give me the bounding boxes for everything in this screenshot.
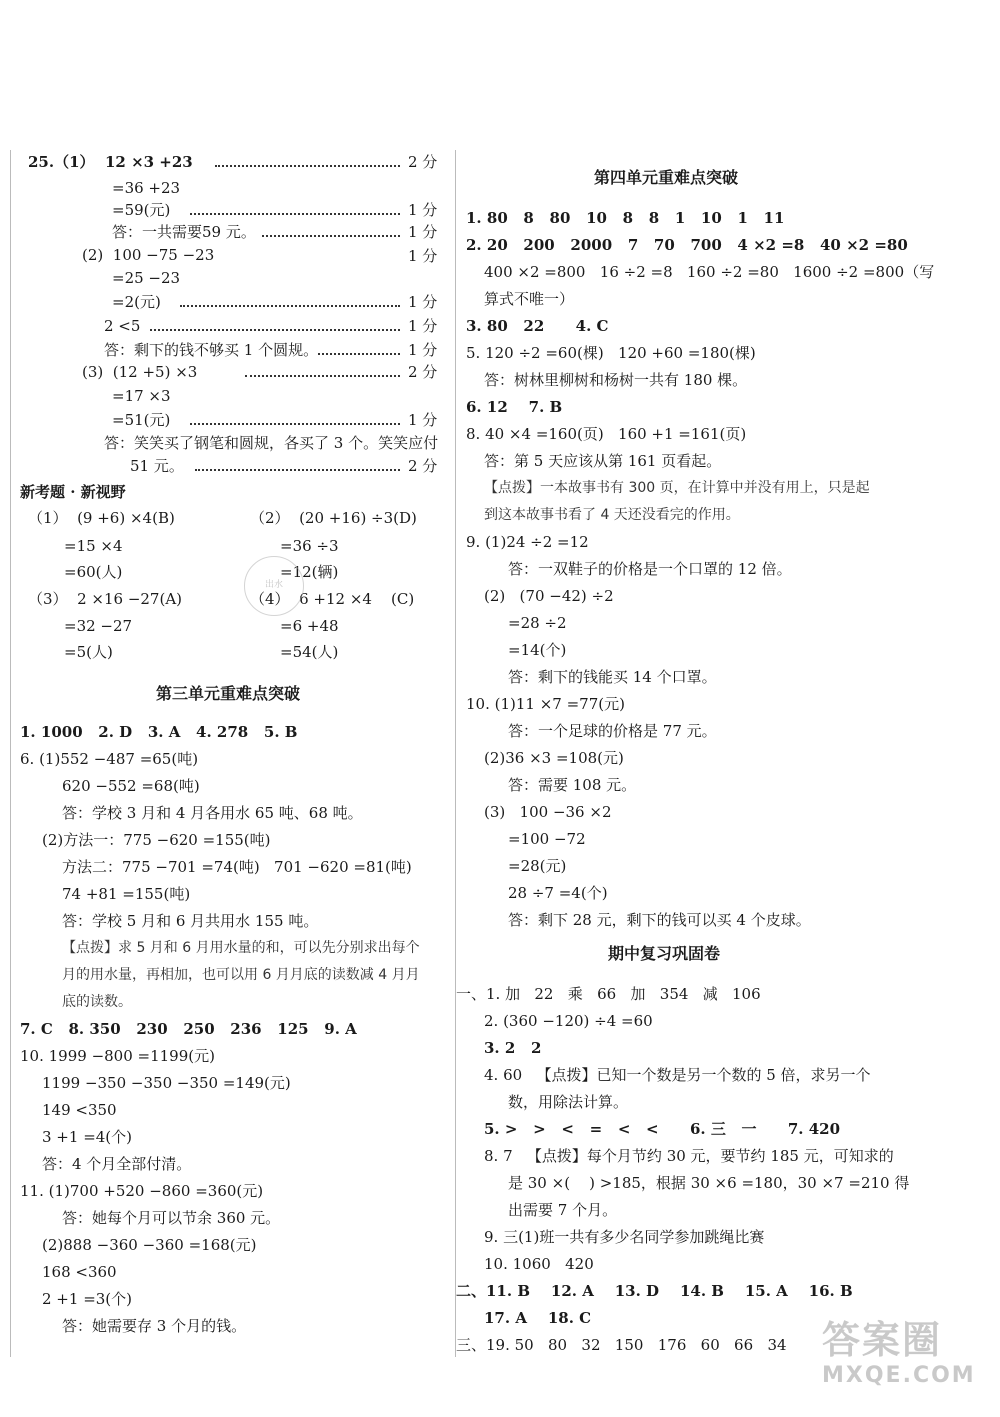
answer-line: =100 −72 xyxy=(508,830,586,848)
new-q-line: =60(人) xyxy=(64,563,123,581)
score: 1 分 xyxy=(408,247,438,265)
score: 2 分 xyxy=(408,457,438,475)
answer-line: 3. 80 22 4. C xyxy=(466,317,609,335)
answer-line: 400 ×2 =800 16 ÷2 =8 160 ÷2 =80 1600 ÷2 =800（写 xyxy=(484,263,935,281)
answer-line: 答：4 个月全部付清。 xyxy=(42,1155,192,1173)
answer-line: 答：树林里柳树和杨树一共有 180 棵。 xyxy=(484,371,748,389)
section-title-new: 新考题 · 新视野 xyxy=(20,483,126,501)
answer-line: 出需要 7 个月。 xyxy=(508,1201,618,1219)
dot-leader xyxy=(245,375,400,377)
answer-line: 答：剩下的钱能买 14 个口罩。 xyxy=(508,668,717,686)
answer-line: 答：需要 108 元。 xyxy=(508,776,637,794)
answer-line: =28(元) xyxy=(508,857,567,875)
q25-line: 答：剩下的钱不够买 1 个圆规。 xyxy=(104,341,319,359)
new-q-line: （4） 6 +12 ×4 (C) xyxy=(250,590,415,608)
answer-line: 7. C 8. 350 230 250 236 125 9. A xyxy=(20,1020,357,1038)
new-q-line: （1） (9 +6) ×4(B) xyxy=(28,509,175,527)
answer-line: 10. 1060 420 xyxy=(484,1255,594,1273)
answer-line: 9. (1)24 ÷2 =12 xyxy=(466,533,589,551)
q25-line: 答：一共需要59 元。 xyxy=(112,223,256,241)
score: 1 分 xyxy=(408,223,438,241)
q25-line: 答：笑笑买了钢笔和圆规，各买了 3 个。笑笑应付 xyxy=(104,434,439,452)
answer-line: 二、11. B 12. A 13. D 14. B 15. A 16. B xyxy=(456,1282,853,1300)
answer-line: 28 ÷7 =4(个) xyxy=(508,884,608,902)
q25-line: =51(元) xyxy=(112,411,171,429)
answer-line: 11. (1)700 +520 −860 =360(元) xyxy=(20,1182,264,1200)
dot-leader xyxy=(195,469,400,471)
section-title-unit4: 第四单元重难点突破 xyxy=(594,168,739,187)
score: 2 分 xyxy=(408,363,438,381)
answer-line: 3 +1 =4(个) xyxy=(42,1128,133,1146)
answer-line: 答：她每个月可以节余 360 元。 xyxy=(62,1209,281,1227)
answer-line: 答：学校 5 月和 6 月共用水 155 吨。 xyxy=(62,912,319,930)
tip-line: 【点拨】一本故事书有 300 页，在计算中并没有用上，只是起 xyxy=(484,480,870,496)
new-q-line: =32 −27 xyxy=(64,617,133,635)
q25-line: =59(元) xyxy=(112,201,171,219)
answer-line: 10. 1999 −800 =1199(元) xyxy=(20,1047,215,1065)
dot-leader xyxy=(180,305,400,307)
answer-line: 答：剩下 28 元，剩下的钱可以买 4 个皮球。 xyxy=(508,911,811,929)
tip-line: 底的读数。 xyxy=(62,994,132,1010)
answer-line: (3) 100 −36 ×2 xyxy=(484,803,612,821)
watermark-title: 答案圈 xyxy=(822,1318,943,1362)
q25-line: =17 ×3 xyxy=(112,387,171,405)
answer-line: 8. 7 【点拨】每个月节约 30 元，要节约 185 元，可知求的 xyxy=(484,1147,894,1165)
watermark-url: MXQE.COM xyxy=(822,1363,976,1388)
dot-leader xyxy=(190,423,400,425)
answer-line: (2)方法一：775 −620 =155(吨) xyxy=(42,831,271,849)
score: 1 分 xyxy=(408,341,438,359)
answer-line: (2) (70 −42) ÷2 xyxy=(484,587,614,605)
answer-line: 1199 −350 −350 −350 =149(元) xyxy=(42,1074,291,1092)
section-title-unit3: 第三单元重难点突破 xyxy=(156,684,301,703)
answer-line: 2. (360 −120) ÷4 =60 xyxy=(484,1012,653,1030)
new-q-line: =54(人) xyxy=(280,643,339,661)
answer-line: 9. 三(1)班一共有多少名同学参加跳绳比赛 xyxy=(484,1228,765,1246)
column-divider xyxy=(455,150,456,1357)
new-q-line: =36 ÷3 xyxy=(280,537,339,555)
answer-line: 74 +81 =155(吨) xyxy=(62,885,191,903)
left-margin-line xyxy=(10,150,11,1357)
answer-line: 5. > > < = < < 6. 三 一 7. 420 xyxy=(484,1120,841,1138)
q25-line: 51 元。 xyxy=(130,457,184,475)
answer-line: 620 −552 =68(吨) xyxy=(62,777,200,795)
section-title-midterm: 期中复习巩固卷 xyxy=(608,944,721,963)
answer-line: 3. 2 2 xyxy=(484,1039,542,1057)
q25-line: 25.（1） 12 ×3 +23 xyxy=(28,153,193,171)
new-q-line: （3） 2 ×16 −27(A) xyxy=(28,590,183,608)
watermark-logo xyxy=(822,1317,976,1397)
tip-line: 【点拨】求 5 月和 6 月用水量的和，可以先分别求出每个 xyxy=(62,940,420,956)
answer-line: 三、19. 50 80 32 150 176 60 66 34 xyxy=(456,1336,787,1354)
dot-leader xyxy=(215,165,400,167)
answer-line: 1. 80 8 80 10 8 8 1 10 1 11 xyxy=(466,209,785,227)
new-q-line: =5(人) xyxy=(64,643,113,661)
answer-line: 1. 1000 2. D 3. A 4. 278 5. B xyxy=(20,723,298,741)
tip-line: 到这本故事书看了 4 天还没看完的作用。 xyxy=(484,507,740,523)
q25-line: =25 −23 xyxy=(112,269,181,287)
answer-line: =14(个) xyxy=(508,641,567,659)
answer-line: 6. 12 7. B xyxy=(466,398,563,416)
answer-line: 答：第 5 天应该从第 161 页看起。 xyxy=(484,452,722,470)
answer-line: 方法二：775 −701 =74(吨) 701 −620 =81(吨) xyxy=(62,858,412,876)
answer-line: 数，用除法计算。 xyxy=(508,1093,629,1111)
answer-line: 5. 120 ÷2 =60(棵) 120 +60 =180(棵) xyxy=(466,344,756,362)
score: 1 分 xyxy=(408,201,438,219)
dot-leader xyxy=(150,329,400,331)
answer-line: 答：一个足球的价格是 77 元。 xyxy=(508,722,717,740)
score: 1 分 xyxy=(408,317,438,335)
answer-line: 6. (1)552 −487 =65(吨) xyxy=(20,750,199,768)
score: 2 分 xyxy=(408,153,438,171)
seal-stamp: 出水 xyxy=(244,556,304,616)
answer-line: 8. 40 ×4 =160(页) 160 +1 =161(页) xyxy=(466,425,747,443)
answer-line: (2)888 −360 −360 =168(元) xyxy=(42,1236,257,1254)
new-q-line: =12(辆) xyxy=(280,563,339,581)
answer-line: 答：她需要存 3 个月的钱。 xyxy=(62,1317,247,1335)
answer-line: 17. A 18. C xyxy=(484,1309,592,1327)
q25-line: =2(元) xyxy=(112,293,161,311)
answer-line: 2 +1 =3(个) xyxy=(42,1290,133,1308)
q25-line: (3) (12 +5) ×3 xyxy=(82,363,198,381)
answer-line: 2. 20 200 2000 7 70 700 4 ×2 =8 40 ×2 =80 xyxy=(466,236,908,254)
score: 1 分 xyxy=(408,411,438,429)
q25-line: (2) 100 −75 −23 xyxy=(82,246,215,264)
answer-line: 是 30 ×( ) >185，根据 30 ×6 =180，30 ×7 =210 得 xyxy=(508,1174,910,1192)
answer-line: 10. (1)11 ×7 =77(元) xyxy=(466,695,625,713)
new-q-line: （2） (20 +16) ÷3(D) xyxy=(250,509,417,527)
answer-line: 一、1. 加 22 乘 66 加 354 减 106 xyxy=(456,985,761,1003)
dot-leader xyxy=(262,235,400,237)
answer-line: 算式不唯一） xyxy=(484,290,575,308)
new-q-line: =15 ×4 xyxy=(64,537,123,555)
q25-line: 2 <5 xyxy=(104,317,141,335)
answer-line: =28 ÷2 xyxy=(508,614,567,632)
answer-line: 4. 60 【点拨】已知一个数是另一个数的 5 倍，求另一个 xyxy=(484,1066,871,1084)
answer-line: 168 <360 xyxy=(42,1263,117,1281)
answer-line: 答：学校 3 月和 4 月各用水 65 吨、68 吨。 xyxy=(62,804,363,822)
dot-leader xyxy=(318,353,400,355)
answer-line: (2)36 ×3 =108(元) xyxy=(484,749,624,767)
new-q-line: =6 +48 xyxy=(280,617,339,635)
tip-line: 月的用水量，再相加，也可以用 6 月月底的读数减 4 月月 xyxy=(62,967,420,983)
answer-line: 149 <350 xyxy=(42,1101,117,1119)
q25-line: =36 +23 xyxy=(112,179,181,197)
dot-leader xyxy=(190,213,400,215)
score: 1 分 xyxy=(408,293,438,311)
answer-line: 答：一双鞋子的价格是一个口罩的 12 倍。 xyxy=(508,560,792,578)
